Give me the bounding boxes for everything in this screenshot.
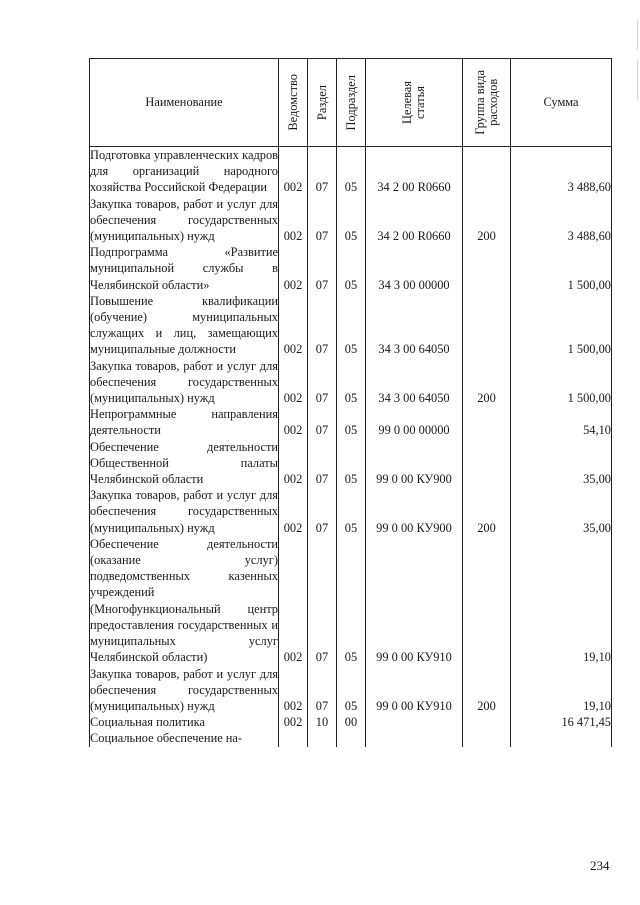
cell-razdel: 07 xyxy=(308,244,337,293)
cell-gruppa xyxy=(463,714,511,730)
cell-vedomstvo xyxy=(279,730,308,746)
table-row xyxy=(90,487,612,536)
cell-vedomstvo: 002 xyxy=(279,293,308,358)
cell-name: Непрограммные направления деятельности xyxy=(90,407,278,438)
cell-name: Подготовка управленческих кадров для организаций народного хозяйства Российской Федерации xyxy=(90,148,278,195)
cell-vedomstvo: 002 xyxy=(279,358,308,407)
cell-vedomstvo: 002 xyxy=(279,406,308,438)
cell-name: Подпрограмма «Развитие муниципальной службы в Челябинской области» xyxy=(90,245,278,292)
table-row xyxy=(90,666,612,715)
cell-summa: 35,00 xyxy=(511,487,612,536)
header-row xyxy=(90,59,612,147)
cell-razdel: 07 xyxy=(308,439,337,488)
cell-celevaya-statya xyxy=(366,730,463,746)
table-body xyxy=(90,147,612,747)
cell-podrazdel: 05 xyxy=(337,439,366,488)
cell-summa: 16 471,45 xyxy=(511,714,612,730)
cell-razdel xyxy=(308,730,337,746)
table-row xyxy=(90,293,612,358)
cell-summa: 19,10 xyxy=(511,536,612,666)
cell-gruppa: 200 xyxy=(463,358,511,407)
cell-name: Закупка товаров, работ и услуг для обеспечения государственных (муниципальных) нужд xyxy=(90,666,278,713)
cell-name: Закупка товаров, работ и услуг для обеспечения государственных (муниципальных) нужд xyxy=(90,358,278,406)
header-vedomstvo-label: Ведомство xyxy=(285,74,300,131)
cell-celevaya-statya: 99 0 00 КУ910 xyxy=(366,666,463,715)
cell-name: Обеспечение деятельности (оказание услуг) подведомственных казенных учреждений (Многофункциональный центр предоставления государственных и муниципальных услуг Челябинской области) xyxy=(90,536,278,665)
cell-podrazdel: 05 xyxy=(337,406,366,438)
cell-summa: 3 488,60 xyxy=(511,196,612,245)
header-podrazdel-label: Подраздел xyxy=(343,74,358,131)
cell-celevaya-statya: 34 3 00 64050 xyxy=(366,293,463,358)
cell-razdel: 07 xyxy=(308,536,337,666)
header-razdel xyxy=(308,59,337,147)
cell-gruppa xyxy=(463,293,511,358)
cell-vedomstvo: 002 xyxy=(279,666,308,715)
cell-podrazdel: 00 xyxy=(337,714,366,730)
cell-gruppa xyxy=(463,536,511,666)
header-gruppa-vida-rashodov xyxy=(463,59,511,147)
cell-celevaya-statya xyxy=(366,714,463,730)
cell-name: Социальное обеспечение на- xyxy=(90,730,279,746)
table-row xyxy=(90,406,612,438)
cell-razdel: 07 xyxy=(308,487,337,536)
scan-edge-mark xyxy=(637,20,638,50)
header-podrazdel xyxy=(337,59,366,147)
cell-vedomstvo: 002 xyxy=(279,244,308,293)
cell-celevaya-statya: 34 2 00 R0660 xyxy=(366,196,463,245)
table-row xyxy=(90,196,612,245)
cell-razdel: 07 xyxy=(308,666,337,715)
table-row xyxy=(90,536,612,666)
cell-podrazdel xyxy=(337,730,366,746)
cell-name: Обеспечение деятельности Общественной палаты Челябинской области xyxy=(90,439,278,487)
cell-summa: 1 500,00 xyxy=(511,244,612,293)
budget-table xyxy=(89,58,612,747)
cell-name: Закупка товаров, работ и услуг для обеспечения государственных (муниципальных) нужд xyxy=(90,488,278,535)
cell-podrazdel: 05 xyxy=(337,536,366,666)
cell-gruppa xyxy=(463,406,511,438)
cell-gruppa xyxy=(463,147,511,196)
table-row xyxy=(90,714,612,730)
cell-name: Закупка товаров, работ и услуг для обеспечения государственных (муниципальных) нужд xyxy=(90,196,278,244)
cell-summa: 3 488,60 xyxy=(511,147,612,196)
cell-vedomstvo: 002 xyxy=(279,536,308,666)
page-number: 234 xyxy=(590,858,610,873)
cell-vedomstvo: 002 xyxy=(279,487,308,536)
cell-razdel: 10 xyxy=(308,714,337,730)
cell-celevaya-statya: 34 3 00 00000 xyxy=(366,244,463,293)
header-name: Наименование xyxy=(90,59,279,147)
cell-celevaya-statya: 99 0 00 КУ910 xyxy=(366,536,463,666)
table-row xyxy=(90,730,612,746)
header-celevaya-statya-label: Целевая статья xyxy=(400,80,427,125)
cell-gruppa: 200 xyxy=(463,487,511,536)
header-razdel-label: Раздел xyxy=(314,84,329,121)
cell-gruppa xyxy=(463,439,511,488)
table-row xyxy=(90,147,612,196)
cell-name: Социальная политика xyxy=(90,714,279,730)
cell-razdel: 07 xyxy=(308,293,337,358)
cell-razdel: 07 xyxy=(308,406,337,438)
cell-celevaya-statya: 99 0 00 КУ900 xyxy=(366,487,463,536)
cell-gruppa: 200 xyxy=(463,666,511,715)
table-row xyxy=(90,358,612,407)
cell-gruppa xyxy=(463,730,511,746)
cell-name: Повышение квалификации (обучение) муниципальных служащих и лиц, замещающих муниципальные должности xyxy=(90,293,278,357)
cell-vedomstvo: 002 xyxy=(279,147,308,196)
cell-podrazdel: 05 xyxy=(337,196,366,245)
cell-summa: 19,10 xyxy=(511,666,612,715)
cell-podrazdel: 05 xyxy=(337,487,366,536)
header-gruppa-label: Группа вида расходов xyxy=(472,70,500,135)
cell-podrazdel: 05 xyxy=(337,244,366,293)
cell-summa xyxy=(511,730,612,746)
cell-summa: 1 500,00 xyxy=(511,358,612,407)
header-summa: Сумма xyxy=(511,59,612,147)
cell-celevaya-statya: 99 0 00 КУ900 xyxy=(366,439,463,488)
table-row xyxy=(90,439,612,488)
cell-podrazdel: 05 xyxy=(337,358,366,407)
cell-vedomstvo: 002 xyxy=(279,714,308,730)
scan-edge-mark xyxy=(637,60,638,100)
cell-summa: 1 500,00 xyxy=(511,293,612,358)
header-vedomstvo xyxy=(279,59,308,147)
cell-celevaya-statya: 34 2 00 R0660 xyxy=(366,147,463,196)
table-header xyxy=(90,59,612,147)
header-celevaya-statya xyxy=(366,59,463,147)
cell-summa: 54,10 xyxy=(511,406,612,438)
table-row xyxy=(90,244,612,293)
cell-podrazdel: 05 xyxy=(337,666,366,715)
cell-razdel: 07 xyxy=(308,358,337,407)
cell-celevaya-statya: 34 3 00 64050 xyxy=(366,358,463,407)
cell-celevaya-statya: 99 0 00 00000 xyxy=(366,406,463,438)
cell-gruppa: 200 xyxy=(463,196,511,245)
cell-vedomstvo: 002 xyxy=(279,196,308,245)
cell-summa: 35,00 xyxy=(511,439,612,488)
cell-podrazdel: 05 xyxy=(337,293,366,358)
cell-razdel: 07 xyxy=(308,196,337,245)
cell-podrazdel: 05 xyxy=(337,147,366,196)
cell-razdel: 07 xyxy=(308,147,337,196)
cell-gruppa xyxy=(463,244,511,293)
cell-vedomstvo: 002 xyxy=(279,439,308,488)
